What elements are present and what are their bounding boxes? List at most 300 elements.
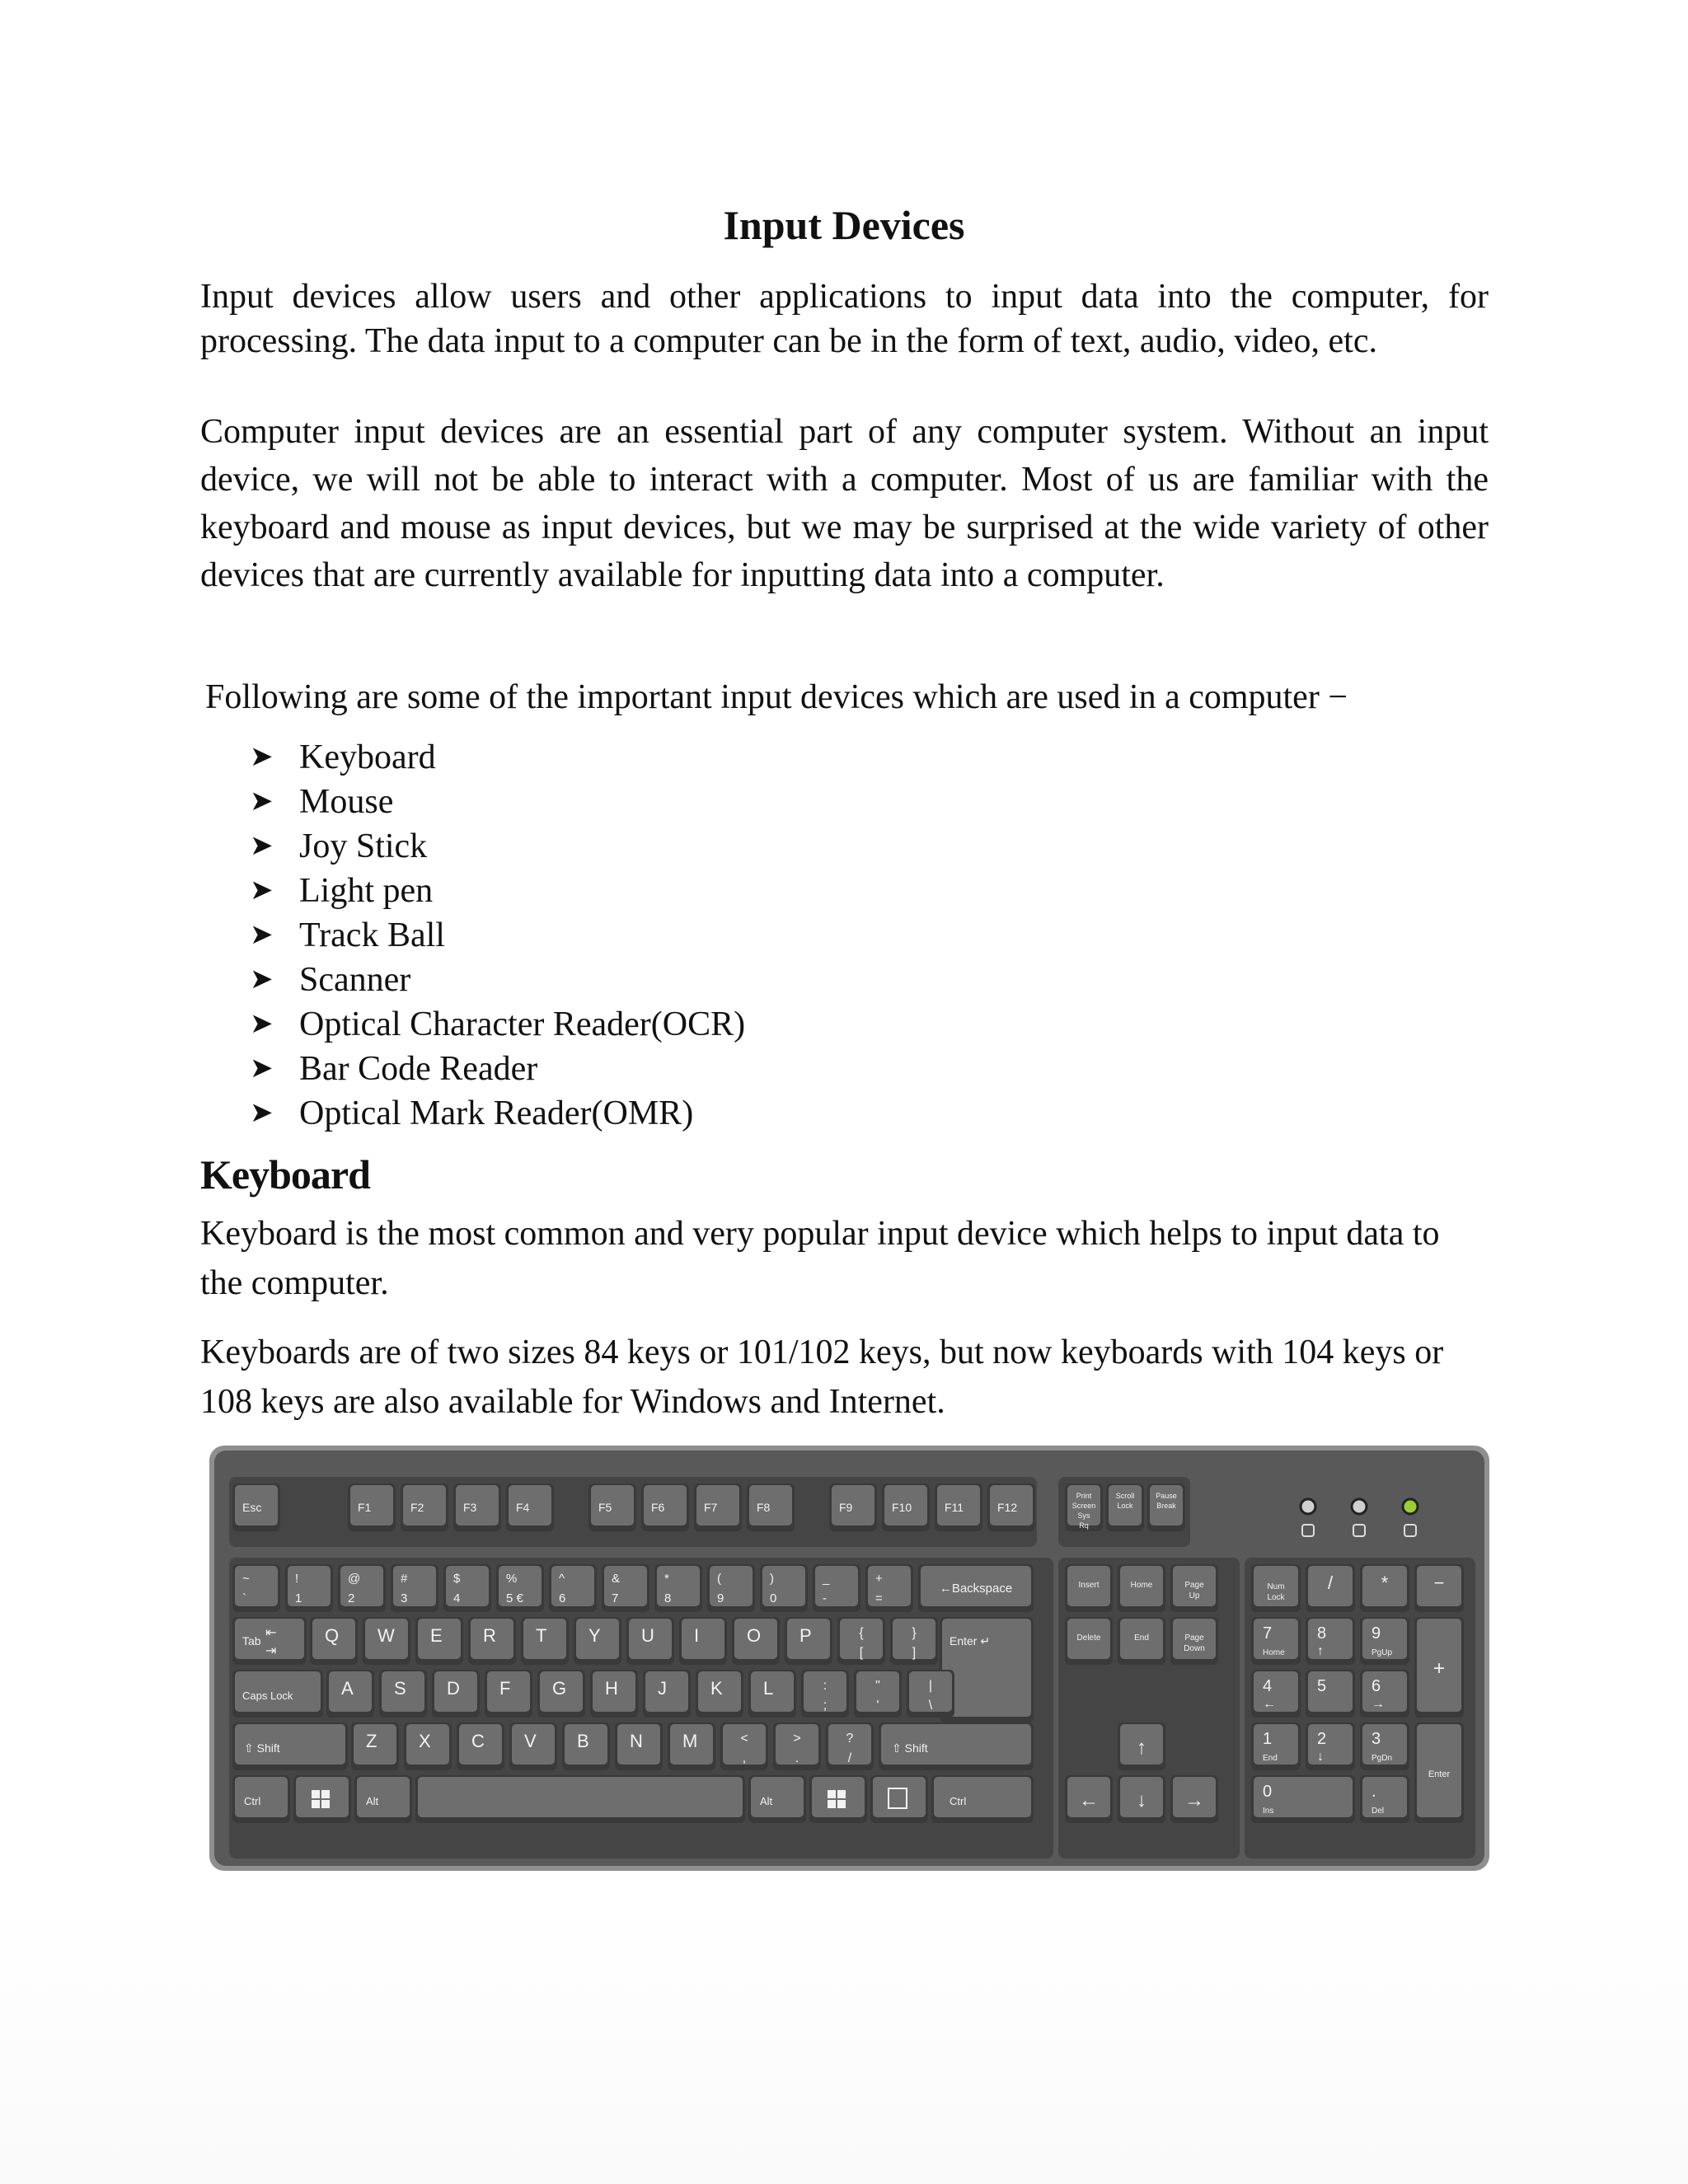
list-item-label: Optical Mark Reader(OMR) (299, 1094, 694, 1132)
list-intro-paragraph: Following are some of the important input devices which are used in a computer − (205, 678, 1348, 716)
function-key (588, 1483, 636, 1531)
key-shift-label: { (859, 1626, 864, 1640)
key-label: 3 (1372, 1730, 1381, 1748)
intro-paragraph: Input devices allow users and other applications to input data into the computer, for processing. The data input to a computer can be in the form of text, audio, video, etc. (200, 278, 1489, 360)
key-label: Scroll (1115, 1492, 1135, 1500)
navigation-key (1170, 1564, 1218, 1612)
list-item (250, 780, 745, 824)
key-label: 2 (348, 1591, 355, 1605)
page-bottom-margin (0, 1896, 1688, 2184)
key-cap (591, 1485, 634, 1526)
key-label: . (1372, 1783, 1376, 1801)
punctuation-key (720, 1722, 768, 1770)
numpad-key (1414, 1564, 1464, 1612)
key-label: \ (928, 1699, 933, 1713)
key-label: F9 (839, 1501, 853, 1514)
key-label: Screen (1071, 1502, 1096, 1510)
key-label: ' (876, 1699, 879, 1713)
key-label: Down (1184, 1644, 1205, 1653)
number-key (338, 1564, 386, 1612)
key-label: 0 (770, 1591, 777, 1605)
key-cap (873, 1777, 926, 1817)
key-label: Sys (1077, 1511, 1090, 1520)
system-key (1065, 1483, 1103, 1531)
key-label: Alt (366, 1795, 379, 1807)
number-key (654, 1564, 702, 1612)
page-title: Input Devices (723, 202, 965, 248)
numpad-decimal-key (1360, 1775, 1409, 1823)
numpad-enter-key (1414, 1722, 1464, 1823)
letter-key (696, 1670, 743, 1718)
key-label: T (536, 1625, 547, 1646)
key-label: ` (242, 1591, 246, 1605)
function-key (453, 1483, 501, 1531)
key-label: W (377, 1625, 395, 1646)
letter-key (415, 1617, 463, 1665)
key-cap (942, 1619, 1031, 1717)
key-label: Delete (1076, 1633, 1101, 1643)
key-cap (1308, 1671, 1353, 1712)
key-secondary-label: PgUp (1372, 1648, 1393, 1657)
key-label: V (524, 1731, 537, 1751)
key-cap (551, 1566, 594, 1606)
key-shift-label: ( (717, 1572, 721, 1586)
navigation-key (1118, 1564, 1165, 1612)
function-key (829, 1483, 877, 1531)
key-label: F11 (945, 1501, 964, 1514)
arrowhead-bullet-icon: ➤ (250, 875, 274, 906)
key-cap (751, 1777, 804, 1817)
number-key (549, 1564, 597, 1612)
numpad-key (1360, 1617, 1409, 1665)
numpad-key (1306, 1617, 1355, 1665)
letter-key (468, 1617, 516, 1665)
key-cap (710, 1566, 753, 1606)
key-label: X (419, 1731, 431, 1751)
numpad-key (1306, 1670, 1355, 1718)
key-label: − (1433, 1572, 1445, 1593)
key-cap (235, 1566, 278, 1606)
key-shift-label: ^ (559, 1572, 565, 1586)
caps-lock-key (232, 1670, 323, 1718)
key-cap (604, 1566, 647, 1606)
key-cap (288, 1566, 331, 1606)
arrow-icon: ↓ (1137, 1789, 1146, 1811)
letter-key (615, 1722, 663, 1770)
key-cap (446, 1566, 489, 1606)
key-label: Up (1189, 1591, 1200, 1601)
letter-key (363, 1617, 410, 1665)
function-key (747, 1483, 795, 1531)
key-label: A (341, 1678, 354, 1699)
tab-arrow-icon: ⇤ (265, 1626, 277, 1640)
letter-key (509, 1722, 557, 1770)
left-windows-key (293, 1775, 351, 1823)
key-label: ←Backspace (939, 1582, 1013, 1596)
numpad-key (1251, 1670, 1301, 1718)
key-label: ] (912, 1646, 917, 1660)
key-label: End (1134, 1633, 1149, 1643)
key-label: 8 (1317, 1624, 1327, 1643)
key-label: Ctrl (244, 1795, 261, 1807)
key-label: R (483, 1625, 496, 1646)
letter-key (562, 1722, 610, 1770)
key-label: = (875, 1591, 883, 1605)
letter-key (432, 1670, 480, 1718)
arrow-key (1118, 1722, 1165, 1770)
function-key (506, 1483, 554, 1531)
key-cap (1254, 1671, 1298, 1712)
number-key (232, 1564, 280, 1612)
key-label: Page (1184, 1581, 1204, 1590)
function-key (882, 1483, 930, 1531)
key-shift-label: } (912, 1626, 917, 1640)
numpad-key (1360, 1722, 1409, 1770)
key-secondary-label: ↑ (1317, 1644, 1324, 1658)
key-label: 1 (295, 1591, 302, 1605)
number-key (760, 1564, 808, 1612)
key-shift-label: ~ (242, 1572, 250, 1586)
key-secondary-label: ← (1263, 1697, 1276, 1711)
numpad-plus-key (1414, 1617, 1464, 1718)
key-label: Y (588, 1625, 601, 1646)
key-secondary-label: Del (1372, 1807, 1385, 1816)
key-shift-label: ) (770, 1572, 774, 1586)
key-label: 7 (612, 1591, 619, 1605)
arrow-key (1118, 1775, 1165, 1823)
key-cap (393, 1566, 436, 1606)
arrowhead-bullet-icon: ➤ (250, 742, 274, 772)
key-label: Lock (1267, 1593, 1285, 1602)
arrow-icon: ↑ (1137, 1736, 1146, 1759)
number-key (496, 1564, 544, 1612)
list-item-label: Bar Code Reader (299, 1050, 538, 1088)
key-label: F7 (704, 1501, 718, 1514)
key-label: I (694, 1625, 700, 1646)
key-label: Tab (242, 1634, 261, 1647)
number-key (707, 1564, 755, 1612)
list-item-label: Optical Character Reader(OCR) (299, 1005, 746, 1043)
key-label: 2 (1317, 1730, 1327, 1748)
key-shift-label: @ (348, 1572, 361, 1586)
letter-key (310, 1617, 358, 1665)
number-key (813, 1564, 860, 1612)
tab-key (232, 1617, 307, 1665)
status-led-icon (1352, 1499, 1367, 1514)
letter-key (574, 1617, 621, 1665)
key-label: E (430, 1625, 443, 1646)
key-shift-label: ! (295, 1572, 299, 1586)
letter-key (590, 1670, 638, 1718)
list-item (250, 1091, 745, 1136)
arrowhead-bullet-icon: ➤ (250, 1009, 274, 1039)
key-cap (696, 1485, 739, 1526)
key-cap (682, 1619, 724, 1659)
key-label: 3 (401, 1591, 408, 1605)
letter-key (404, 1722, 452, 1770)
key-label: 0 (1263, 1783, 1273, 1801)
number-key (391, 1564, 438, 1612)
letter-key (679, 1617, 727, 1665)
key-shift-label: % (506, 1572, 518, 1586)
arrowhead-bullet-icon: ➤ (250, 831, 274, 861)
right-windows-key (809, 1775, 867, 1823)
navigation-key (1170, 1617, 1218, 1665)
arrow-icon: ← (1079, 1789, 1099, 1811)
key-label: * (1381, 1572, 1389, 1593)
key-cap (644, 1485, 687, 1526)
left-alt-key (354, 1775, 412, 1823)
key-label: ; (823, 1699, 828, 1713)
list-item (250, 1002, 745, 1047)
key-label: M (682, 1731, 698, 1751)
letter-key (379, 1670, 427, 1718)
key-cap (657, 1566, 700, 1606)
arrowhead-bullet-icon: ➤ (250, 1053, 274, 1084)
key-label: 6 (1372, 1677, 1381, 1695)
key-label: 5 (1317, 1677, 1327, 1695)
key-label: F8 (757, 1501, 771, 1514)
letter-key (668, 1722, 715, 1770)
key-label: - (823, 1591, 827, 1605)
keyboard-illustration (208, 1444, 1491, 1872)
spacebar-key (415, 1775, 745, 1823)
key-label: F12 (997, 1501, 1018, 1514)
list-item-label: Mouse (299, 783, 394, 821)
key-label: Ctrl (950, 1795, 967, 1807)
numpad-key (1251, 1564, 1301, 1612)
list-item (250, 735, 745, 780)
bracket-key (837, 1617, 885, 1665)
letter-key (457, 1722, 504, 1770)
punctuation-key (773, 1722, 821, 1770)
key-label: Break (1156, 1502, 1176, 1510)
numpad-key (1360, 1670, 1409, 1718)
key-secondary-label: ↓ (1317, 1750, 1324, 1764)
numpad-zero-key (1251, 1775, 1355, 1823)
key-label: F2 (410, 1501, 424, 1514)
arrow-key (1065, 1775, 1113, 1823)
key-label: S (394, 1678, 406, 1699)
list-item (250, 913, 745, 958)
key-shift-label: | (928, 1679, 933, 1693)
list-item (250, 869, 745, 913)
key-cap (868, 1566, 911, 1606)
key-label: F1 (358, 1501, 372, 1514)
key-cap (815, 1566, 858, 1606)
system-key (1147, 1483, 1185, 1531)
right-ctrl-key (931, 1775, 1034, 1823)
punctuation-key (826, 1722, 874, 1770)
left-ctrl-key (232, 1775, 290, 1823)
key-cap (934, 1777, 1031, 1817)
key-label: / (847, 1751, 852, 1765)
punctuation-key (854, 1670, 902, 1718)
key-cap (1362, 1777, 1407, 1817)
list-item-label: Scanner (299, 961, 411, 999)
key-label: 4 (1263, 1677, 1273, 1695)
key-label: Num (1267, 1582, 1285, 1591)
key-label: + (1432, 1657, 1446, 1680)
number-key (865, 1564, 913, 1612)
key-label: Print (1076, 1492, 1092, 1500)
key-label: Q (325, 1625, 340, 1646)
letter-key (351, 1722, 399, 1770)
numpad-key (1251, 1722, 1301, 1770)
key-label: 9 (717, 1591, 724, 1605)
key-label: / (1327, 1572, 1334, 1593)
key-secondary-label: PgDn (1372, 1754, 1393, 1763)
key-shift-label: # (401, 1572, 408, 1586)
keyboard-description-paragraph: Keyboard is the most common and very popular input device which helps to input data to the computer. (200, 1215, 1440, 1302)
key-shift-label: ? (846, 1732, 854, 1746)
letter-key (326, 1670, 374, 1718)
key-label: 1 (1263, 1730, 1273, 1748)
backspace-key (918, 1564, 1034, 1612)
number-key (443, 1564, 491, 1612)
system-key (1106, 1483, 1144, 1531)
arrowhead-bullet-icon: ➤ (250, 1098, 274, 1128)
key-label: 7 (1263, 1624, 1273, 1643)
numpad-key (1251, 1617, 1301, 1665)
key-shift-label: _ (823, 1572, 830, 1586)
key-secondary-label: Home (1263, 1648, 1285, 1657)
function-key (987, 1483, 1035, 1531)
key-label: Page (1184, 1633, 1204, 1643)
key-label: 4 (453, 1591, 461, 1605)
key-label: Enter (1428, 1769, 1451, 1779)
key-cap (509, 1485, 551, 1526)
key-cap (456, 1485, 499, 1526)
list-item (250, 958, 745, 1002)
punctuation-key (801, 1670, 849, 1718)
punctuation-key (907, 1670, 954, 1718)
function-key (935, 1483, 982, 1531)
key-label: Z (366, 1731, 377, 1751)
menu-key (870, 1775, 928, 1823)
arrowhead-bullet-icon: ➤ (250, 964, 274, 995)
list-item (250, 824, 745, 869)
key-label: B (577, 1731, 589, 1751)
key-cap (403, 1485, 446, 1526)
key-label: H (605, 1678, 618, 1699)
key-label: C (471, 1731, 485, 1751)
key-label: Lock (1117, 1502, 1133, 1510)
bracket-key (890, 1617, 938, 1665)
tab-arrow-icon: ⇥ (265, 1644, 277, 1658)
key-label: Pause (1156, 1492, 1177, 1500)
key-cap (350, 1485, 393, 1526)
numpad-key (1306, 1722, 1355, 1770)
navigation-key (1118, 1617, 1165, 1665)
list-item-label: Light pen (299, 872, 434, 910)
key-shift-label: < (740, 1732, 748, 1746)
key-label: F (499, 1678, 511, 1699)
key-label: F4 (516, 1501, 530, 1514)
arrow-key (1170, 1775, 1218, 1823)
key-label: P (799, 1625, 812, 1646)
key-label: . (795, 1751, 799, 1765)
key-label: 8 (664, 1591, 672, 1605)
key-label: Insert (1078, 1581, 1100, 1590)
arrow-icon: → (1184, 1789, 1204, 1811)
function-key (232, 1483, 280, 1531)
key-label: F10 (892, 1501, 912, 1514)
key-cap (832, 1485, 874, 1526)
key-label: N (630, 1731, 643, 1751)
letter-key (626, 1617, 674, 1665)
key-label: ⇧ Shift (892, 1741, 928, 1755)
list-item-label: Joy Stick (299, 827, 428, 865)
key-label: J (658, 1678, 667, 1699)
letter-key (521, 1617, 569, 1665)
left-shift-key (232, 1722, 348, 1770)
key-secondary-label: Ins (1263, 1807, 1274, 1816)
key-label: Enter ↵ (950, 1634, 991, 1647)
key-label: U (641, 1625, 654, 1646)
key-secondary-label: → (1372, 1697, 1385, 1711)
key-label: F5 (598, 1501, 612, 1514)
key-label: 5 € (506, 1591, 523, 1605)
function-key (348, 1483, 396, 1531)
letter-key (732, 1617, 780, 1665)
key-cap (340, 1566, 383, 1606)
keyboard-sizes-paragraph: Keyboards are of two sizes 84 keys or 101/102 keys, but now keyboards with 104 keys or 108 keys are also available for Windows and Internet. (200, 1333, 1444, 1421)
key-cap (418, 1777, 743, 1817)
keyboard-section-heading: Keyboard (200, 1151, 370, 1197)
list-item-label: Keyboard (299, 738, 436, 776)
numpad-key (1360, 1564, 1409, 1612)
key-cap (749, 1485, 792, 1526)
letter-key (485, 1670, 532, 1718)
key-cap (1308, 1724, 1353, 1765)
key-label: 9 (1372, 1624, 1381, 1643)
importance-paragraph: Computer input devices are an essential part of any computer system. Without an input device, we will not be able to interact with a computer. Most of us are familiar with the keyboard and mouse as input devices, but we may be surprised at the wide variety of other devices that are currently available for inputting data into a computer. (200, 413, 1489, 594)
key-cap (357, 1777, 410, 1817)
key-label: , (742, 1751, 747, 1765)
key-label: D (447, 1678, 460, 1699)
navigation-key (1065, 1617, 1113, 1665)
keyboard-image (208, 1444, 1491, 1872)
key-label: ⇧ Shift (244, 1741, 280, 1755)
key-cap (645, 1671, 688, 1712)
key-label: Esc (242, 1501, 262, 1514)
number-key (285, 1564, 333, 1612)
key-cap (762, 1566, 805, 1606)
right-alt-key (748, 1775, 806, 1823)
key-label: F3 (463, 1501, 477, 1514)
function-key (641, 1483, 689, 1531)
key-shift-label: $ (453, 1572, 461, 1586)
key-shift-label: " (875, 1679, 880, 1693)
letter-key (785, 1617, 832, 1665)
navigation-key (1065, 1564, 1113, 1612)
key-shift-label: + (875, 1572, 883, 1586)
key-label: F6 (651, 1501, 665, 1514)
key-label: 6 (559, 1591, 566, 1605)
key-label: Rq (1079, 1521, 1089, 1530)
numpad-key (1306, 1564, 1355, 1612)
key-label: [ (859, 1646, 864, 1660)
list-item (250, 1047, 745, 1091)
arrowhead-bullet-icon: ➤ (250, 920, 274, 950)
letter-key (643, 1670, 691, 1718)
right-shift-key (879, 1722, 1034, 1770)
status-led-icon (1301, 1499, 1315, 1514)
key-secondary-label: End (1263, 1754, 1278, 1763)
key-label: Home (1130, 1581, 1153, 1590)
input-device-list (250, 735, 745, 1136)
